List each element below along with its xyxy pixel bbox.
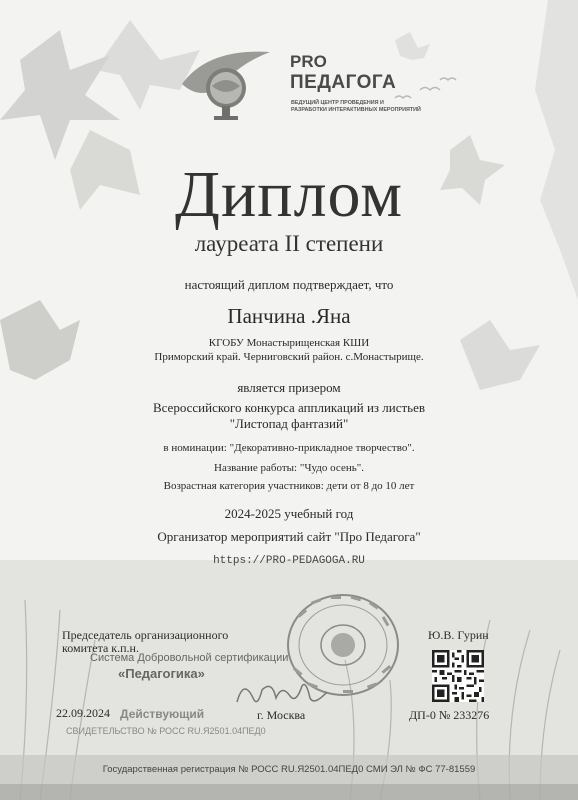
contest-name: Всероссийского конкурса аппликаций из листьев <box>152 400 426 415</box>
school-name: КГОБУ Монастырищенская КШИ <box>208 337 370 349</box>
school-year: 2024-2025 учебный год <box>224 506 354 521</box>
chair-title: Председатель организационного <box>62 628 229 642</box>
confirm-text: настоящий диплом подтверждает, что <box>184 277 394 292</box>
signer-name: Ю.В. Гурин <box>428 628 489 642</box>
qr-code <box>432 650 484 702</box>
diploma-number: ДП-0 № 233276 <box>409 708 490 722</box>
work-title: Название работы: "Чудо осень". <box>214 462 364 474</box>
organizer: Организатор мероприятий сайт "Про Педагога" <box>157 529 421 544</box>
chair-title-line2: комитета к.п.н. <box>62 641 139 655</box>
certification-stamp-line4: СВИДЕТЕЛЬСТВО № РОСС RU.Я2501.04ПЕД0 <box>66 726 266 736</box>
prize-text: является призером <box>237 380 341 395</box>
diploma-title: Диплом <box>174 158 404 231</box>
issue-date: 22.09.2024 <box>56 706 110 720</box>
age-category: Возрастная категория участников: дети от 8 до 10 лет <box>163 480 415 492</box>
state-registration: Государственная регистрация № РОСС RU.Я2501.04ПЕД0 СМИ ЭЛ № ФС 77-81559 <box>102 764 476 775</box>
pro-pedagoga-logo-emblem <box>178 44 274 124</box>
contest-title: "Листопад фантазий" <box>229 416 349 431</box>
certification-stamp-line2: «Педагогика» <box>118 666 205 681</box>
certification-stamp-line3: Действующий <box>120 707 205 721</box>
diploma-degree: лауреата II степени <box>194 231 384 256</box>
recipient-name: Панчина .Яна <box>227 304 351 328</box>
certification-stamp-line1: Система Добровольной сертификации <box>90 652 289 664</box>
issue-city: г. Москва <box>257 708 306 722</box>
site-url: https://PRO-PEDAGOGA.RU <box>213 555 365 567</box>
logo-title-pro: PRO <box>290 52 327 71</box>
logo-title-pedagoga: ПЕДАГОГА <box>290 72 397 93</box>
signature <box>232 672 332 712</box>
logo-subtitle: ВЕДУЩИЙ ЦЕНТР ПРОВЕДЕНИЯ И РАЗРАБОТКИ ИНТЕРАКТИВНЫХ МЕРОПРИЯТИЙ <box>291 100 421 113</box>
nomination: в номинации: "Декоративно-прикладное творчество". <box>163 442 415 454</box>
school-address: Приморский край. Черниговский район. с.Монастырище. <box>154 351 424 363</box>
